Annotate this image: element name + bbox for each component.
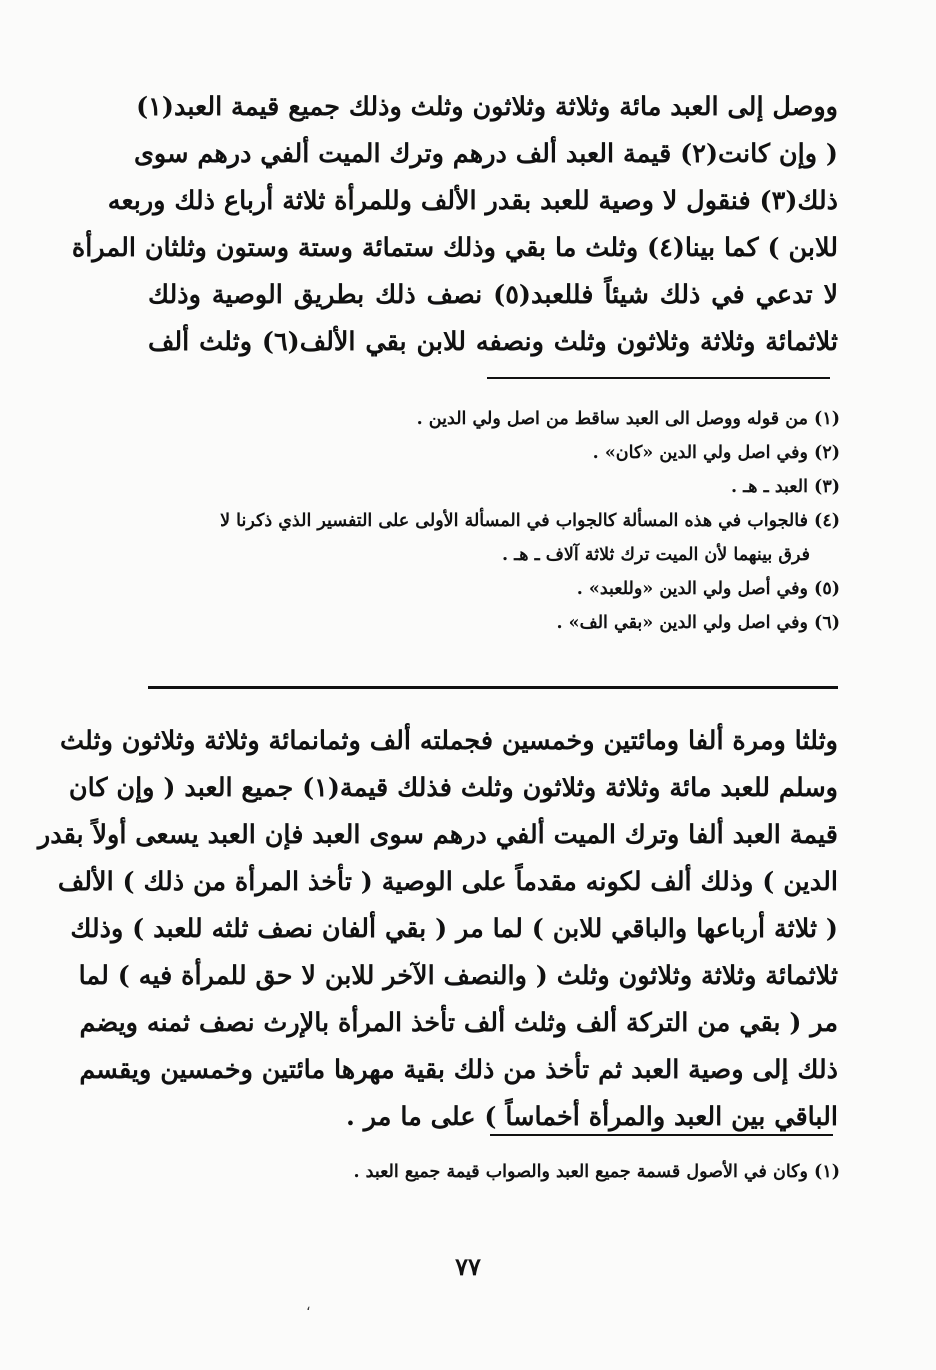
text-line: وسلم للعبد مائة وثلاثة وثلاثون وثلث فذلك قيمة(١) جميع العبد ( وإن كان: [68, 773, 838, 803]
text-line: وثلثا ومرة ألفا ومائتين وخمسين فجملته ألف وثمانمائة وثلاثة وثلاثون وثلث: [60, 726, 838, 756]
text-line: قيمة العبد ألفا وترك الميت ألفي درهم سوى العبد فإن العبد يسعى أولاً بقدر: [37, 820, 838, 850]
text-line: ثلاثمائة وثلاثة وثلاثون وثلث ونصفه للابن بقي الألف(٦) وثلث ألف: [148, 327, 838, 357]
footnote-separator: [490, 1134, 833, 1136]
text-line: الدين ) وذلك ألف لكونه مقدماً على الوصية ( تأخذ المرأة من ذلك ) الألف: [57, 867, 838, 897]
stray-mark: ،: [306, 1298, 311, 1314]
bottom-body-text: [37, 718, 838, 1141]
footnote-1: (١) وكان في الأصول قسمة جميع العبد والصواب قيمة جميع العبد .: [353, 1162, 840, 1182]
footnote-1: (١) من قوله ووصل الى العبد ساقط من اصل ولي الدين .: [416, 409, 840, 429]
text-line: الباقي بين العبد والمرأة أخماساً ) على ما مر .: [345, 1102, 838, 1132]
text-line: ووصل إلى العبد مائة وثلاثة وثلاثون وثلث وذلك جميع قيمة العبد(١): [136, 92, 838, 122]
text-line: ( وإن كانت(٢) قيمة العبد ألف درهم وترك الميت ألفي درهم سوى: [133, 139, 838, 169]
top-body-text: [71, 84, 838, 366]
text-line: ذلك إلى وصية العبد ثم تأخذ من ذلك بقية مهرها مائتين وخمسين ويقسم: [79, 1055, 838, 1085]
page-number: ٧٧: [455, 1252, 481, 1281]
text-line: ثلاثمائة وثلاثة وثلاثون وثلث ( والنصف الآخر للابن لا حق للمرأة فيه ) لما: [78, 961, 838, 991]
text-line: مر ( بقي من التركة ألف وثلث ألف تأخذ المرأة بالإرث نصف ثمنه ويضم: [79, 1008, 838, 1038]
text-line: للابن ) كما بينا(٤) وثلث ما بقي وذلك ستمائة وستة وستون وثلثان المرأة: [71, 233, 838, 263]
footnote-5: (٥) وفي أصل ولي الدين «وللعبد» .: [576, 579, 840, 599]
text-line: ( ثلاثة أرباعها والباقي للابن ) لما مر ( بقي ألفان نصف ثلثه للعبد ) وذلك: [70, 914, 838, 944]
footnote-2: (٢) وفي اصل ولي الدين «كان» .: [592, 443, 840, 463]
text-line: ذلك(٣) فنقول لا وصية للعبد بقدر الألف وللمرأة ثلاثة أرباع ذلك وربعه: [107, 186, 838, 216]
footnote-4-continuation: فرق بينهما لأن الميت ترك ثلاثة آلاف ـ هـ .: [501, 545, 810, 565]
footnote-4: (٤) فالجواب في هذه المسألة كالجواب في المسألة الأولى على التفسير الذي ذكرنا لا: [220, 511, 840, 531]
top-footnotes: [140, 402, 840, 640]
footnote-3: (٣) العبد ـ هـ .: [730, 477, 840, 497]
bottom-footnotes: [140, 1155, 840, 1189]
footnote-separator: [487, 377, 830, 379]
section-divider: [148, 686, 838, 689]
text-line: لا تدعي في ذلك شيئاً فللعبد(٥) نصف ذلك بطريق الوصية وذلك: [148, 280, 838, 310]
footnote-6: (٦) وفي اصل ولي الدين «بقي الف» .: [556, 613, 840, 633]
